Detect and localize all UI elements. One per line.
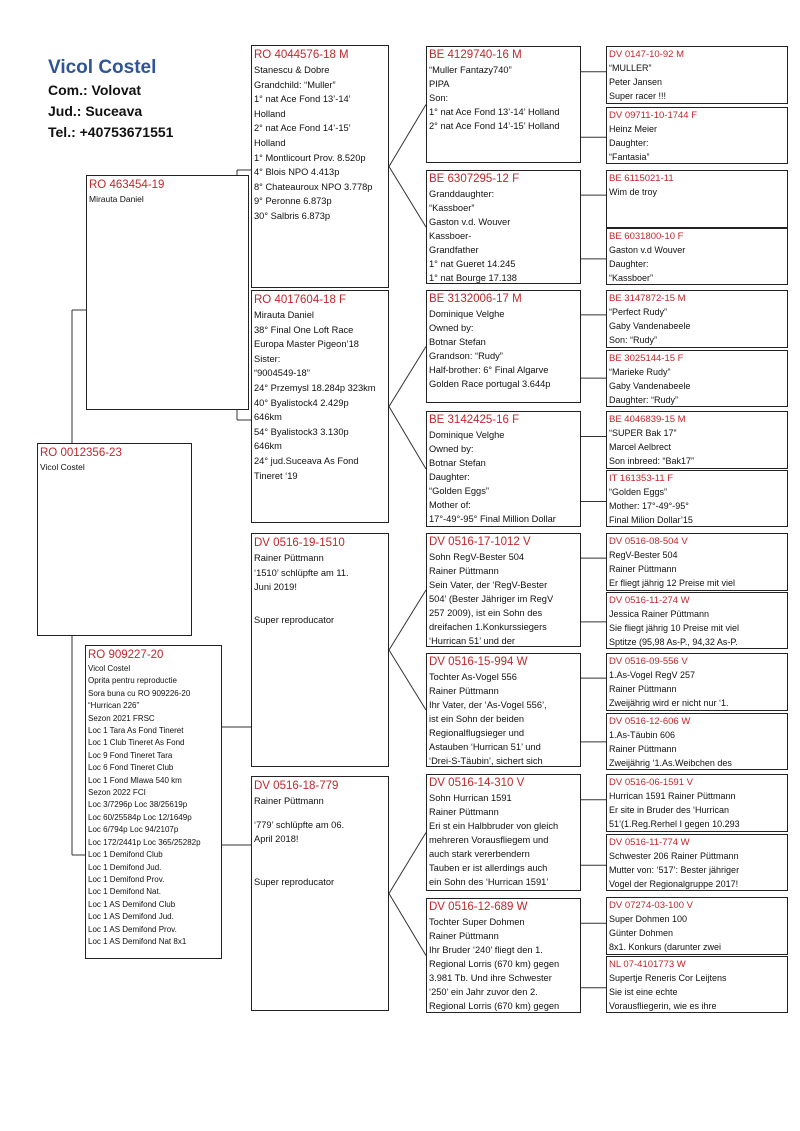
pigeon-detail-line: Rainer Püttmann [429, 566, 499, 576]
ring-number: DV 07274-03-100 V [609, 900, 693, 911]
ring-number: DV 0516-11-774 W [609, 837, 690, 848]
pigeon-detail-line: Grandfather [429, 245, 479, 255]
pigeon-detail-line: 1° nat Gueret 14.245 [429, 259, 516, 269]
pigeon-detail-line: ‘1510’ schlüpfte am 11. [254, 567, 349, 578]
pigeon-detail-line: Son: [429, 93, 449, 103]
ring-number: BE 4129740-16 M [429, 49, 522, 61]
pigeon-detail-line: “Kassboer” [609, 273, 654, 283]
pigeon-detail-line: Regional Lorris (670 km) gegen [429, 1001, 560, 1011]
pigeon-detail-line: Juni 2019! [254, 582, 297, 593]
great-great-grandparent-box [606, 897, 788, 955]
pigeon-detail-line: Vogel der Regionalgruppe 2017! [609, 879, 739, 889]
pigeon-detail-line: Er site in Bruder des ‘Hurrican [609, 805, 730, 815]
pigeon-detail-line: ein Sohn des ‘Hurrican 1591’ [429, 877, 549, 887]
ring-number: DV 0516-18-779 [254, 780, 339, 792]
pigeon-detail-line: Gaston v.d. Wouver [429, 217, 511, 227]
pigeon-detail-line: Peter Jansen [609, 77, 663, 87]
pigeon-detail-line: Daughter: [609, 259, 649, 269]
connector-line [389, 833, 426, 894]
ring-number: DV 0516-06-1591 V [609, 777, 693, 788]
pigeon-detail-line: Tochter As-Vogel 556 [429, 672, 517, 682]
pigeon-detail-line: Sohn Hurrican 1591 [429, 793, 512, 803]
pigeon-detail-line: ‘250’ ein Jahr zuvor den 2. [429, 987, 538, 997]
pigeon-detail-line: Loc 1 AS Demifond Prov. [88, 924, 177, 934]
pigeon-detail-line: Sie fliegt jährig 10 Preise mit viel [609, 623, 740, 633]
pigeon-detail-line: Super reproducator [254, 876, 335, 887]
pigeon-detail-line: Loc 1 Fond Mlawa 540 km [88, 775, 182, 785]
pigeon-detail-line: Astauben ‘Hurrican 51’ und [429, 742, 541, 752]
pigeon-detail-line: Kassboer- [429, 231, 472, 241]
pigeon-detail-line: Rainer Püttmann [429, 686, 499, 696]
pigeon-detail-line: Schwester 206 Rainer Püttmann [609, 851, 739, 861]
pigeon-detail-line: Owned by: [429, 323, 474, 333]
pigeon-detail-line: Loc 172/2441p Loc 365/25282p [88, 837, 201, 847]
ring-number: DV 09711-10-1744 F [609, 110, 698, 121]
pigeon-detail-line: Rainer Püttmann [609, 564, 677, 574]
pigeon-detail-line: Mutter von: ‘517’: Bester jähriger [609, 865, 740, 875]
great-great-grandparent-box [606, 411, 788, 469]
great-grandparent-box [426, 46, 581, 163]
pigeon-detail-line: Son: “Rudy” [609, 335, 658, 345]
great-grandparent-box [426, 898, 581, 1013]
great-great-grandparent-box [606, 290, 788, 348]
pigeon-detail-line: 30° Salbris 6.873p [254, 210, 331, 221]
ring-number: BE 6031800-10 F [609, 231, 684, 242]
grandparent-box [251, 533, 389, 767]
pigeon-detail-line: Sister: [254, 353, 281, 364]
great-great-grandparent-box [606, 228, 788, 285]
pigeon-detail-line: 646km [254, 412, 282, 423]
ring-number: RO 4044576-18 M [254, 49, 349, 61]
owner-phone: Tel.: +40753671551 [48, 124, 174, 140]
great-great-grandparent-box [606, 653, 788, 711]
pigeon-detail-line: Europa Master Pigeon’18 [254, 339, 359, 350]
pigeon-detail-line: 4° Blois NPO 4.413p [254, 167, 340, 178]
great-great-grandparent-box [606, 350, 788, 407]
pigeon-detail-line: Gaby Vandenabeele [609, 321, 691, 331]
great-great-grandparent-box [606, 170, 788, 228]
pigeon-detail-line: 1° nat Ace Fond 13’-14’ Holland [429, 107, 560, 117]
pigeon-detail-line: Sezon 2022 FCI [88, 788, 146, 798]
pigeon-detail-line: Eri st ein Halbbruder von gleich [429, 821, 559, 831]
great-grandparent-box [426, 411, 581, 527]
pigeon-detail-line: Half-brother: 6° Final Algarve [429, 365, 549, 375]
ring-number: DV 0516-17-1012 V [429, 536, 531, 548]
connector-line [389, 407, 426, 470]
pigeon-detail-line: Loc 1 Demifond Prov. [88, 874, 165, 884]
great-great-grandparent-box [606, 107, 788, 164]
pigeon-detail-line: Golden Race portugal 3.644p [429, 379, 551, 389]
connector-line [389, 650, 426, 710]
pigeon-detail-line: Loc 1 AS Demifond Jud. [88, 912, 174, 922]
pigeon-detail-line: Sptitze (95,98 As-P., 94,32 As-P. [609, 637, 738, 647]
pigeon-detail-line: “Perfect Rudy” [609, 307, 668, 317]
pigeon-detail-line: “Muller Fantazy740” [429, 65, 512, 75]
pigeon-detail-line: Rainer Püttmann [429, 931, 499, 941]
pigeon-detail-line: Holland [254, 137, 286, 148]
pigeon-detail-line: Loc 9 Fond Tineret Tara [88, 750, 173, 760]
ring-number: DV 0516-15-994 W [429, 656, 528, 668]
pigeon-detail-line: Loc 6/794p Loc 94/2107p [88, 825, 179, 835]
pigeon-detail-line: 1.As-Vogel RegV 257 [609, 670, 696, 680]
pigeon-detail-line: April 2018! [254, 834, 299, 845]
pigeon-detail-line: Daughter: [609, 138, 649, 148]
pigeon-detail-line: “Kassboer” [429, 203, 475, 213]
pigeon-detail-line: Sie ist eine echte [609, 987, 678, 997]
ring-number: BE 3147872-15 M [609, 293, 686, 304]
pigeon-detail-line: Sein Vater, der ‘RegV-Bester [429, 580, 548, 590]
pigeon-detail-line: Loc 1 AS Demifond Nat 8x1 [88, 936, 187, 946]
pigeon-detail-line: Jessica Rainer Püttmann [609, 609, 710, 619]
pigeon-detail-line: Super racer !!! [609, 91, 667, 101]
ring-number: RO 463454-19 [89, 179, 165, 191]
ring-number: RO 4017604-18 F [254, 294, 347, 306]
pigeon-detail-line: ist ein Sohn der beiden [429, 714, 525, 724]
pigeon-detail-line: Wim de troy [609, 187, 658, 197]
ring-number: DV 0147-10-92 M [609, 49, 684, 60]
ring-number: NL 07-4101773 W [609, 959, 686, 970]
ring-number: RO 0012356-23 [40, 447, 122, 459]
pigeon-detail-line: Tineret ‘19 [254, 470, 298, 481]
ring-number: BE 3142425-16 F [429, 414, 520, 426]
pigeon-detail-line: Marcel Aelbrect [609, 442, 672, 452]
pigeon-detail-line: 646km [254, 441, 282, 452]
pigeon-detail-line [254, 809, 386, 818]
pigeon-detail-line: Owned by: [429, 444, 474, 454]
ring-number: DV 0516-12-689 W [429, 901, 528, 913]
pigeon-detail-line: 54° Byalistock3 3.130p [254, 426, 349, 437]
pigeon-detail-line: Super Dohmen 100 [609, 914, 688, 924]
grandparent-box [251, 290, 389, 523]
pigeon-detail-line: Botnar Stefan [429, 458, 486, 468]
pigeon-detail-line: Oprita pentru reproductie [88, 676, 177, 686]
ring-number: BE 6115021-11 [609, 173, 674, 184]
ring-number: BE 3132006-17 M [429, 293, 522, 305]
pigeon-detail-line: 1° nat Ace Fond 13’-14’ [254, 94, 351, 105]
pigeon-detail-line: “Golden Eggs” [609, 487, 668, 497]
pigeon-detail-line: Tauben er ist allerdings auch [429, 863, 548, 873]
pigeon-detail-line: Gaby Vandenabeele [609, 381, 691, 391]
pigeon-detail-line: Vicol Costel [40, 462, 85, 472]
great-great-grandparent-box [606, 470, 788, 527]
pigeon-detail-line: ‘Hurrican 51’ und der [429, 636, 515, 646]
pigeon-detail-line: Rainer Püttmann [609, 684, 677, 694]
pigeon-detail-line: Loc 1 Demifond Nat. [88, 887, 161, 897]
great-grandparent-box [426, 290, 581, 403]
dam-box [85, 645, 222, 959]
owner-county: Jud.: Suceava [48, 103, 143, 119]
pigeon-detail-line: Grandson: “Rudy” [429, 351, 503, 361]
great-great-grandparent-box [606, 533, 788, 591]
pigeon-detail-line: Daughter: [429, 472, 470, 482]
pigeon-detail-line: Rainer Püttmann [609, 744, 677, 754]
great-grandparent-box [426, 533, 581, 647]
pigeon-detail-line: Zweijährig ‘1.As.Weibchen des [609, 758, 732, 768]
pigeon-detail-line: Mother of: [429, 500, 471, 510]
great-great-grandparent-box [606, 774, 788, 832]
pigeon-detail-line: Dominique Velghe [429, 309, 505, 319]
pigeon-detail-line: auch stark vererbendern [429, 849, 530, 859]
pigeon-detail-line: 51’(1.Reg.Rerhel I gegen 10.293 [609, 819, 740, 829]
pigeon-detail-line: 8° Chateauroux NPO 3.778p [254, 181, 373, 192]
pigeon-detail-line: “SUPER Bak 17” [609, 428, 677, 438]
great-great-grandparent-box [606, 46, 788, 104]
subject-pigeon-box [37, 443, 192, 636]
connector-line [389, 167, 426, 228]
pigeon-detail-line: 24° Przemysl 18.284p 323km [254, 382, 376, 393]
pigeon-detail-line [254, 847, 386, 856]
pigeon-detail-line: Ihr Bruder ‘240’ fliegt den 1. [429, 945, 543, 955]
pigeon-detail-line: 8x1. Konkurs (darunter zwei [609, 942, 722, 952]
pigeon-detail-line: ‘Drei-S-Täubin’, sichert sich [429, 756, 543, 766]
pigeon-detail-line: Regional Lorris (670 km) gegen [429, 959, 560, 969]
ring-number: DV 0516-09-556 V [609, 656, 688, 667]
pigeon-detail-line: 1° nat Bourge 17.138 [429, 273, 517, 283]
ring-number: BE 6307295-12 F [429, 173, 520, 185]
pigeon-detail-line: Botnar Stefan [429, 337, 486, 347]
pigeon-detail-line: Supertje Reneris Cor Leijtens [609, 973, 727, 983]
pigeon-detail-line: Rainer Püttmann [429, 807, 499, 817]
pigeon-detail-line: Holland [254, 108, 286, 119]
great-great-grandparent-box [606, 592, 788, 649]
great-grandparent-box [426, 170, 581, 284]
pigeon-detail-line: Daughter: “Rudy” [609, 395, 679, 405]
owner-commune: Com.: Volovat [48, 82, 142, 98]
pigeon-detail-line: Mirauta Daniel [254, 310, 314, 320]
pigeon-detail-line: Vicol Costel [88, 664, 131, 673]
ring-number: DV 0516-12-606 W [609, 716, 691, 727]
pigeon-detail-line: “Golden Eggs” [429, 486, 489, 496]
pigeon-detail-line: 1° Montlicourt Prov. 8.520p [254, 152, 366, 163]
pigeon-detail-line: 3.981 Tb. Und ihre Schwester [429, 973, 552, 983]
connector-line [389, 105, 426, 167]
pigeon-detail-line: Super reproducator [254, 615, 335, 626]
pigeon-detail-line: Heinz Meier [609, 124, 658, 134]
sire-box [86, 175, 249, 410]
pigeon-detail-line: Loc 6 Fond Tineret Club [88, 763, 174, 773]
pigeon-detail-line: “Marieke Rudy” [609, 367, 671, 377]
ring-number: RO 909227-20 [88, 649, 164, 661]
pigeon-detail-line: mehreren Vorausfliegem und [429, 835, 549, 845]
pigeon-detail-line: Ihr Vater, der ‘As-Vogel 556’, [429, 700, 547, 710]
pigeon-detail-line: Final Milion Dollar’15 [609, 515, 693, 525]
pigeon-detail-line: 24° jud.Suceava As Fond [254, 455, 359, 466]
pigeon-detail-line: Loc 1 AS Demifond Club [88, 899, 176, 909]
grandparent-box [251, 776, 389, 1011]
ring-number: BE 4046839-15 M [609, 414, 686, 425]
pigeon-detail-line [254, 866, 386, 875]
owner-name: Vicol Costel [48, 57, 157, 78]
pigeon-detail-line: Mother: 17°-49°-95° [609, 501, 689, 511]
grandparent-box [251, 45, 389, 288]
connector-line [389, 590, 426, 650]
ring-number: DV 0516-19-1510 [254, 537, 345, 549]
pigeon-detail-line: 40° Byalistock4 2.429p [254, 397, 349, 408]
pigeon-detail-line: Sohn RegV-Bester 504 [429, 552, 525, 562]
pigeon-detail-line: Vorausfliegerin, wie es ihre [609, 1001, 717, 1011]
pigeon-detail-line [254, 856, 386, 865]
pigeon-detail-line: 2° nat Ace Fond 14’-15’ [254, 123, 351, 134]
pigeon-detail-line: “Hurrican 226” [88, 701, 140, 711]
pigeon-detail-line: Sezon 2021 FRSC [88, 713, 155, 723]
pigeon-detail-line: Mirauta Daniel [89, 194, 144, 204]
ring-number: BE 3025144-15 F [609, 353, 684, 364]
pigeon-detail-line: “9004549-18” [254, 368, 310, 379]
pigeon-detail-line: Loc 1 Tara As Fond Tineret [88, 726, 184, 736]
ring-number: DV 0516-11-274 W [609, 595, 690, 606]
great-great-grandparent-box [606, 956, 788, 1013]
pigeon-detail-line: Gaston v.d Wouver [609, 245, 686, 255]
great-great-grandparent-box [606, 834, 788, 891]
pigeon-detail-line: Günter Dohmen [609, 928, 674, 938]
ring-number: DV 0516-14-310 V [429, 777, 525, 789]
pigeon-detail-line: RegV-Bester 504 [609, 550, 678, 560]
pigeon-detail-line: Son inbreed: “Bak17” [609, 456, 695, 466]
great-great-grandparent-box [606, 713, 788, 770]
pigeon-detail-line: Loc 1 Club Tineret As Fond [88, 738, 185, 748]
great-grandparent-box [426, 653, 581, 767]
pigeon-detail-line: 9° Peronne 6.873p [254, 196, 332, 207]
pigeon-detail-line: Granddaughter: [429, 189, 495, 199]
great-grandparent-box [426, 774, 581, 891]
pigeon-detail-line: Tochter Super Dohmen [429, 917, 525, 927]
pigeon-detail-line: 38° Final One Loft Race [254, 324, 354, 335]
ring-number: IT 161353-11 F [609, 473, 674, 484]
pigeon-detail-line: ‘779’ schlüpfte am 06. [254, 819, 345, 830]
pigeon-detail-line: Stanescu & Dobre [254, 65, 330, 75]
pigeon-detail-line: 1.As-Täubin 606 [609, 730, 676, 740]
pigeon-detail-line: dreifachen 1.Konkurssiegers [429, 622, 547, 632]
connector-line [389, 347, 426, 407]
connector-line [389, 894, 426, 956]
pigeon-detail-line: Hurrican 1591 Rainer Püttmann [609, 791, 736, 801]
pigeon-detail-line: Rainer Püttmann [254, 553, 324, 563]
pigeon-detail-line: Loc 3/7296p Loc 38/25619p [88, 800, 188, 810]
pigeon-detail-line: Er fliegt jährig 12 Preise mit viel [609, 578, 736, 588]
pigeon-detail-line: Loc 1 Demifond Club [88, 850, 163, 860]
pigeon-detail-line: Zweijährig wird er nicht nur ‘1. [609, 698, 729, 708]
pigeon-detail-line: 257 2009), ist ein Sohn des [429, 608, 543, 618]
pigeon-detail-line: 17°-49°-95° Final Million Dollar [429, 514, 556, 524]
ring-number: DV 0516-08-504 V [609, 536, 688, 547]
pigeon-detail-line: Regionalflugsieger und [429, 728, 525, 738]
pigeon-detail-line: Grandchild: “Muller” [254, 79, 336, 90]
pigeon-detail-line: Rainer Püttmann [254, 796, 324, 806]
pigeon-detail-line: Dominique Velghe [429, 430, 505, 440]
pigeon-detail-line: Loc 60/25584p Loc 12/1649p [88, 812, 192, 822]
pigeon-detail-line [254, 604, 386, 613]
pigeon-detail-line: Sora buna cu RO 909226-20 [88, 688, 191, 698]
pigeon-detail-line: PIPA [429, 79, 450, 89]
pigeon-detail-line [254, 595, 386, 604]
pigeon-detail-line: 2° nat Ace Fond 14’-15’ Holland [429, 121, 560, 131]
pigeon-detail-line: “Fantasia” [609, 152, 650, 162]
pigeon-detail-line: “MULLER” [609, 63, 652, 73]
pigeon-detail-line: Loc 1 Demifond Jud. [88, 862, 162, 872]
pigeon-detail-line: 504’ (Bester Jähriger im RegV [429, 594, 554, 604]
